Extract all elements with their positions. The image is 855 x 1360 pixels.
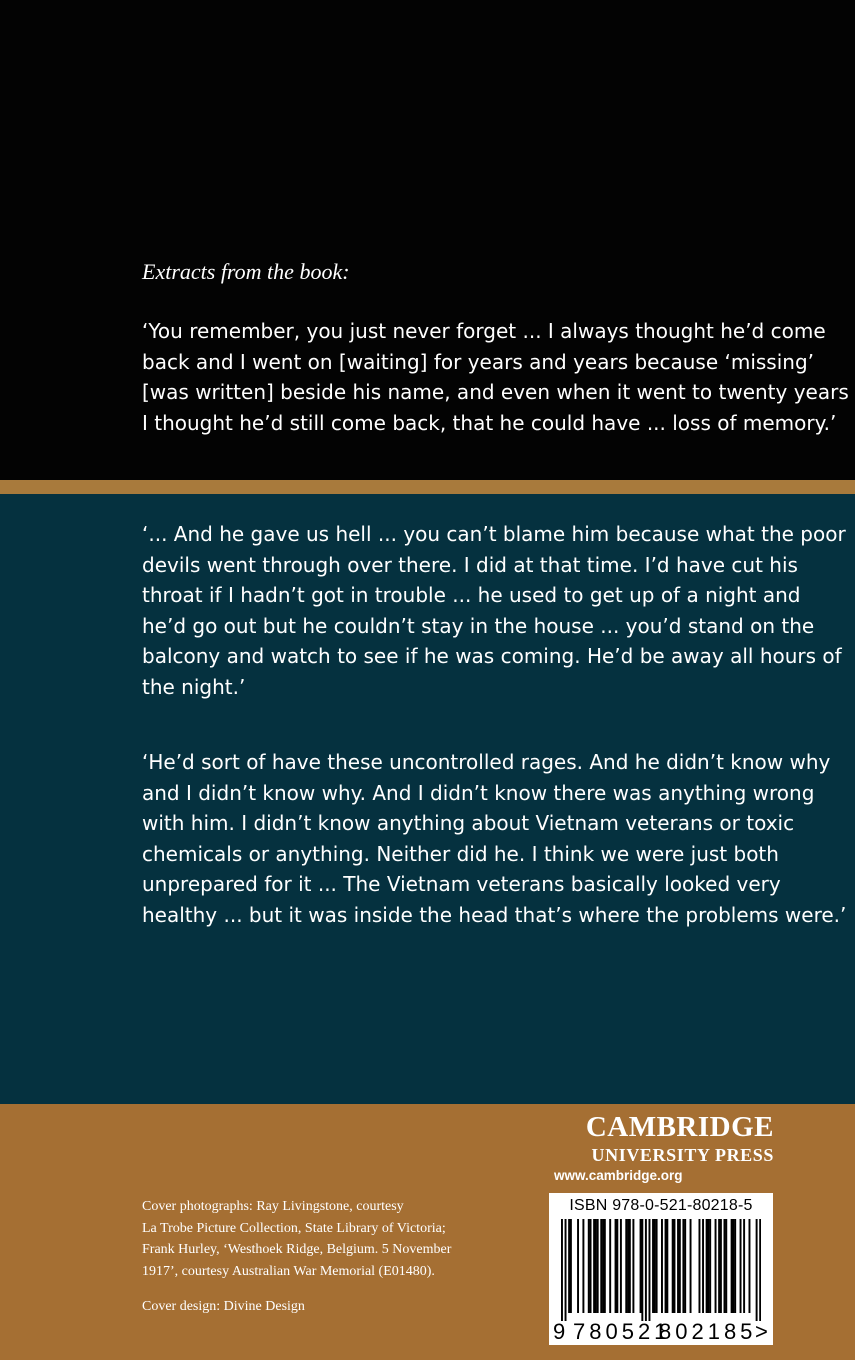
barcode-bar	[597, 1219, 599, 1313]
barcode-lead-digit: 9	[553, 1319, 566, 1344]
barcode-bar	[740, 1219, 742, 1313]
publisher-name: CAMBRIDGE	[585, 1111, 774, 1143]
barcode-bar	[690, 1219, 692, 1313]
quote-1-line: ‘You remember, you just never forget ... I always thought he’d come	[142, 319, 826, 343]
gold-divider-stripe	[0, 480, 855, 494]
barcode-bar	[743, 1219, 745, 1313]
quote-3-line: healthy ... but it was inside the head that’s where the problems were.’	[142, 902, 847, 927]
quote-2-line: the night.’	[142, 674, 246, 699]
barcode-bar	[732, 1219, 734, 1313]
barcode-bar	[609, 1219, 611, 1313]
barcode-bar	[565, 1219, 567, 1321]
barcode-bar	[718, 1219, 720, 1313]
barcode-bar	[709, 1219, 711, 1313]
barcode-bar	[661, 1219, 663, 1313]
barcode-bar	[600, 1219, 602, 1313]
barcode-bar	[702, 1219, 704, 1313]
quote-3-line: ‘He’d sort of have these uncontrolled rages. And he didn’t know why	[142, 750, 831, 774]
barcode-bar	[734, 1219, 736, 1313]
barcode-bar	[756, 1219, 758, 1321]
isbn-barcode	[549, 1193, 773, 1345]
barcode-bar	[568, 1219, 570, 1313]
quote-1-line: [was written] beside his name, and even when it went to twenty years	[142, 380, 849, 404]
barcode-bar	[625, 1219, 627, 1313]
isbn-label: ISBN 978-0-521-80218-5	[569, 1197, 753, 1214]
quote-3-line: and I didn’t know why. And I didn’t know there was anything wrong	[142, 780, 815, 805]
barcode-bar	[615, 1219, 617, 1313]
barcode-bar	[759, 1219, 761, 1321]
cover-photo-credits	[142, 1196, 451, 1282]
barcode-bar	[715, 1219, 717, 1313]
quote-3-line: chemicals or anything. Neither did he. I think we were just both	[142, 841, 779, 866]
publisher-website: www.cambridge.org	[554, 1168, 683, 1183]
barcode-bar	[707, 1219, 709, 1313]
barcode-bar	[725, 1219, 727, 1313]
barcode-bar	[582, 1219, 584, 1313]
barcode-bar	[724, 1219, 726, 1313]
quote-1	[142, 316, 849, 438]
barcode-bar	[595, 1219, 597, 1313]
barcode-bar	[677, 1219, 679, 1313]
cover-design-credit: Cover design: Divine Design	[142, 1299, 305, 1314]
extracts-heading: Extracts from the book:	[142, 259, 350, 284]
barcode-bar	[570, 1219, 572, 1313]
credit-line: La Trobe Picture Collection, State Library of Victoria;	[142, 1220, 446, 1236]
credit-line: Frank Hurley, ‘Westhoek Ridge, Belgium. 5 November	[142, 1242, 452, 1257]
barcode-bar	[602, 1219, 604, 1313]
publisher-logo	[552, 1110, 774, 1186]
barcode-group-1: 780521	[573, 1319, 671, 1344]
quote-2-line: he’d go out but he couldn’t stay in the house ... you’d stand on the	[142, 613, 815, 638]
barcode-bar	[645, 1219, 647, 1321]
barcode-bar	[640, 1219, 642, 1313]
barcode-group-2: 802185	[659, 1319, 757, 1344]
quote-3-line: unprepared for it ... The Vietnam veterans basically looked very	[142, 872, 781, 896]
barcode-bar	[593, 1219, 595, 1313]
quote-3-line: with him. I didn’t know anything about Vietnam veterans or toxic	[142, 811, 795, 835]
quote-2-line: ‘... And he gave us hell ... you can’t blame him because what the poor	[142, 522, 846, 546]
barcode-bar	[588, 1219, 590, 1313]
quote-3	[142, 747, 847, 930]
barcode-bar	[684, 1219, 686, 1313]
barcode-bar	[649, 1219, 651, 1321]
barcode-bar	[641, 1219, 643, 1321]
barcode-bar	[656, 1219, 658, 1313]
barcode-bar	[720, 1219, 722, 1313]
quote-2-line: balcony and watch to see if he was coming. He’d be away all hours of	[142, 644, 842, 668]
credit-line: 1917’, courtesy Australian War Memorial (E01480).	[142, 1263, 435, 1279]
barcode-bar	[706, 1219, 708, 1313]
barcode-bar	[561, 1219, 563, 1321]
barcode-bar	[674, 1219, 676, 1313]
barcode-bar	[679, 1219, 681, 1313]
barcode-bars	[561, 1219, 761, 1321]
quote-1-line: I thought he’d still come back, that he could have ... loss of memory.’	[142, 410, 837, 435]
quote-2-line: throat if I hadn’t got in trouble ... he used to get up of a night and	[142, 583, 801, 607]
barcode-bar	[682, 1219, 684, 1313]
quote-2-line: devils went through over there. I did at that time. I’d have cut his	[142, 552, 798, 577]
barcode-bar	[577, 1219, 579, 1313]
barcode-bar	[627, 1219, 629, 1313]
barcode-bar	[604, 1219, 606, 1313]
barcode-bar	[652, 1219, 654, 1313]
barcode-bar	[590, 1219, 592, 1313]
barcode-quiet-mark: >	[755, 1319, 768, 1344]
barcode-bar	[749, 1219, 751, 1313]
credit-line: Cover photographs: Ray Livingstone, courtesy	[142, 1199, 404, 1214]
barcode-bar	[666, 1219, 668, 1313]
quote-1-line: back and I went on [waiting] for years and years because ‘missing’	[142, 349, 815, 374]
barcode-bar	[616, 1219, 618, 1313]
barcode-bar	[629, 1219, 631, 1313]
barcode-bar	[654, 1219, 656, 1313]
barcode-bar	[632, 1219, 634, 1313]
publisher-press: UNIVERSITY PRESS	[591, 1145, 774, 1165]
barcode-bar	[672, 1219, 674, 1313]
barcode-bar	[731, 1219, 733, 1313]
barcode-bar	[665, 1219, 667, 1313]
barcode-bar	[620, 1219, 622, 1313]
quote-2	[142, 519, 846, 702]
barcode-bar	[699, 1219, 701, 1313]
